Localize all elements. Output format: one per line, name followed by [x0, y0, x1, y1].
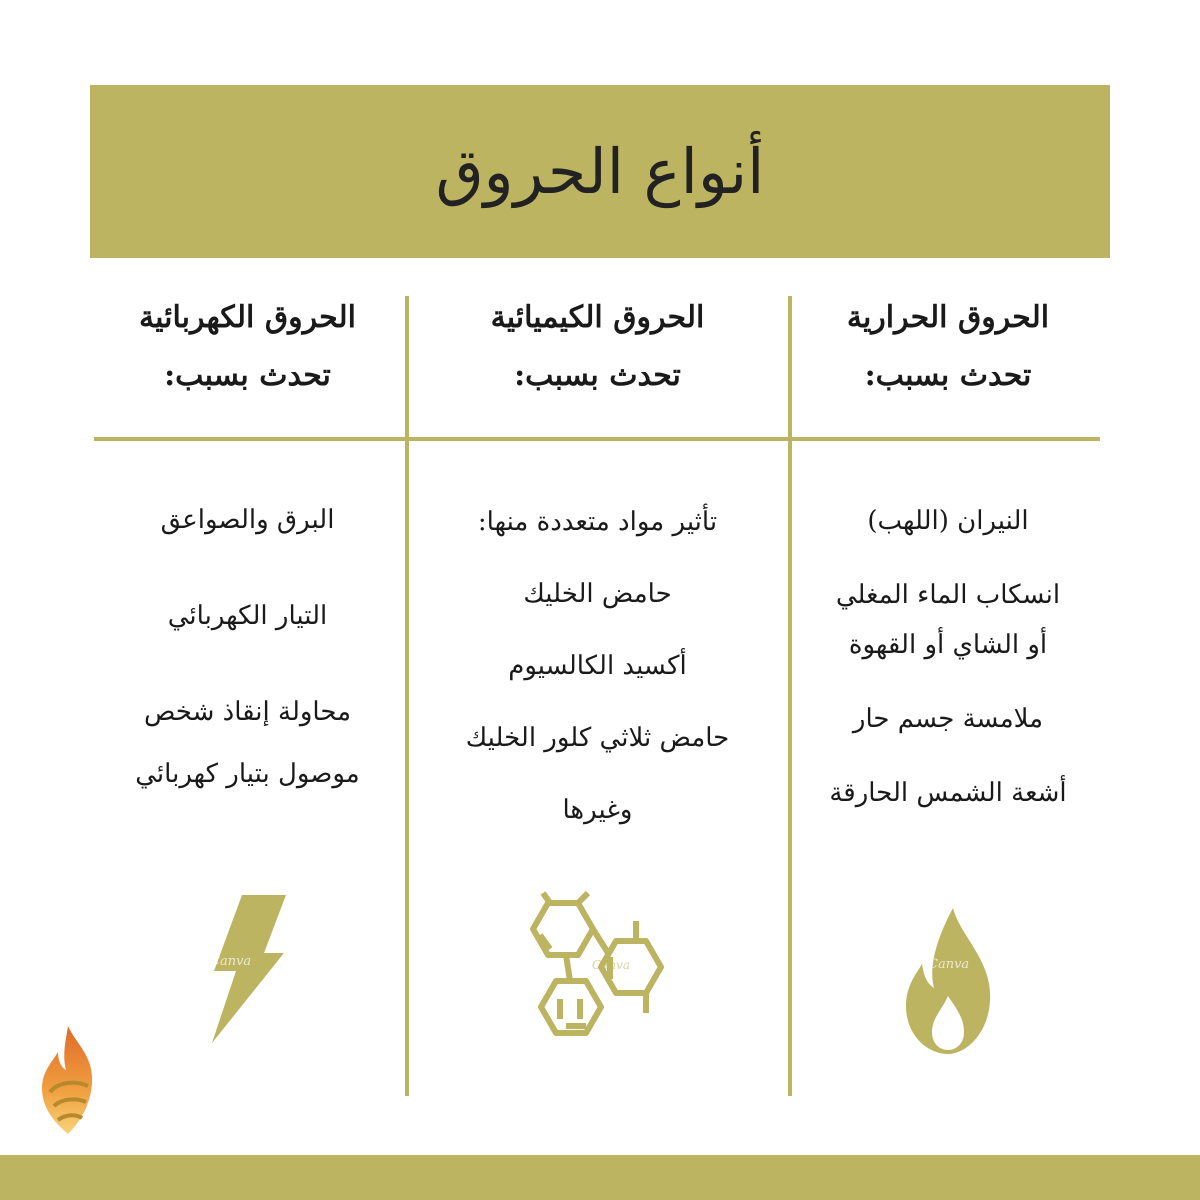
watermark-text: Canva	[928, 957, 970, 972]
cause-list	[410, 486, 785, 846]
molecule-icon	[410, 891, 785, 1061]
cause-list	[95, 496, 400, 798]
brand-logo	[28, 1022, 108, 1142]
list-item: أشعة الشمس الحارقة	[829, 778, 1067, 808]
column-cause-label: تحدث بسبب:	[164, 358, 331, 393]
column-divider-right	[788, 296, 792, 1096]
list-item: ملامسة جسم حار	[852, 704, 1044, 734]
column-chemical-burns	[410, 296, 785, 1086]
column-thermal-burns	[793, 296, 1103, 1086]
column-cause-label: تحدث بسبب:	[514, 358, 681, 393]
column-heading: الحروق الكيميائية	[490, 300, 705, 335]
column-heading: الحروق الحرارية	[846, 300, 1050, 335]
title-banner	[90, 85, 1110, 258]
list-item: انسكاب الماء المغلي	[835, 580, 1061, 610]
list-item: أو الشاي أو القهوة	[848, 630, 1048, 660]
list-item: وغيرها	[562, 795, 633, 825]
column-electrical-burns	[95, 296, 400, 1086]
column-heading: الحروق الكهربائية	[138, 300, 356, 335]
flame-icon	[793, 906, 1103, 1056]
list-item: أكسيد الكالسيوم	[508, 651, 687, 681]
list-item: تأثير مواد متعددة منها:	[477, 507, 718, 537]
list-item: حامض ثلاثي كلور الخليك	[465, 723, 730, 753]
column-header	[410, 296, 785, 436]
column-header	[95, 296, 400, 436]
list-item: النيران (اللهب)	[867, 506, 1029, 536]
list-item: محاولة إنقاذ شخص	[143, 697, 352, 727]
footer-band	[0, 1155, 1200, 1200]
list-item: التيار الكهربائي	[167, 601, 328, 631]
page-title: أنواع الحروق	[435, 135, 765, 208]
list-item: موصول بتيار كهربائي	[135, 759, 360, 789]
column-header	[793, 296, 1103, 436]
watermark-text: Canva	[209, 954, 251, 969]
watermark-text: Canva	[591, 958, 630, 972]
list-item: البرق والصواعق	[160, 505, 335, 535]
list-item: حامض الخليك	[523, 579, 672, 609]
lightning-icon	[95, 891, 400, 1051]
column-cause-label: تحدث بسبب:	[864, 358, 1032, 393]
cause-list	[793, 496, 1103, 818]
column-divider-left	[405, 296, 409, 1096]
